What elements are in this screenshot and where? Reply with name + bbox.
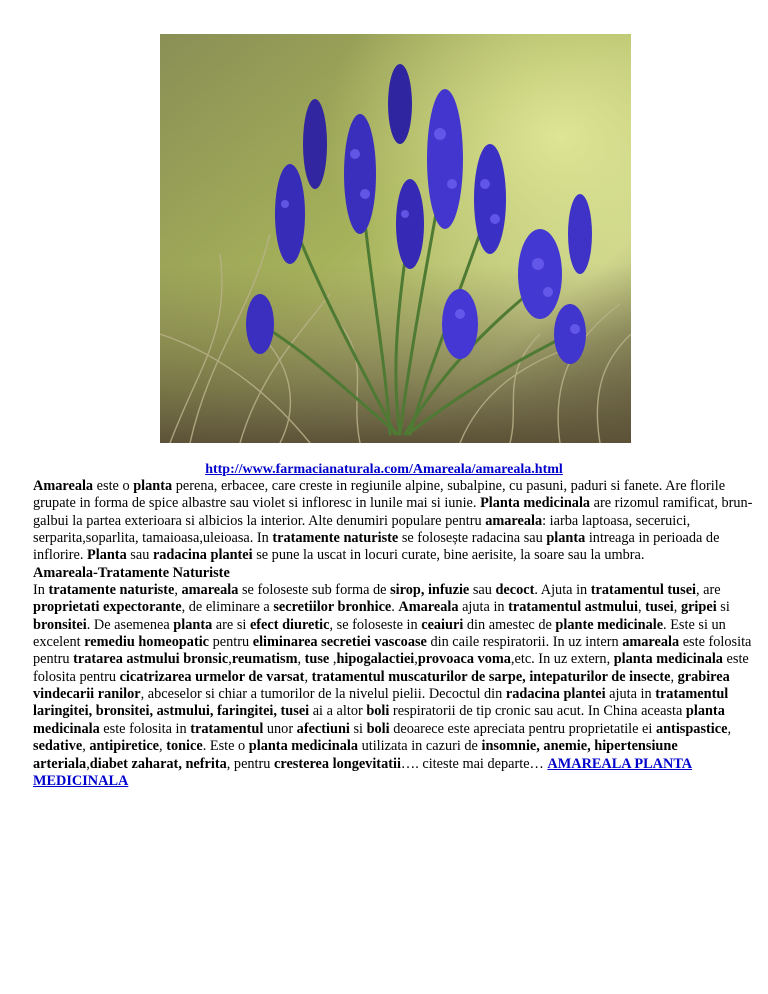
text-run: . Este o — [202, 738, 249, 755]
text-run: este folosita pentru — [33, 651, 749, 685]
bold-term: Amareala — [33, 478, 94, 494]
bold-term: cresterea longevitatii — [274, 755, 401, 772]
text-run: , — [670, 668, 678, 685]
text-run: ,etc. In uz extern, — [510, 651, 614, 668]
text-run: din amestec de — [463, 616, 556, 633]
text-run: , — [673, 599, 681, 616]
bold-term: planta medicinala — [613, 651, 723, 668]
bold-term: Planta medicinala — [480, 495, 591, 512]
text-run: se foloseste sub forma de — [238, 582, 391, 599]
text-run: …. citeste mai departe… — [400, 755, 548, 772]
text-run: , se foloseste in — [329, 616, 422, 633]
bold-term: secretiilor bronhice — [273, 599, 392, 616]
text-run: si — [716, 599, 730, 616]
bold-term: gripei — [680, 599, 717, 616]
text-run: . Este si un excelent — [33, 616, 726, 651]
text-run: , — [86, 755, 90, 772]
text-run: ai a altor — [309, 703, 367, 720]
text-run: , — [159, 738, 167, 755]
text-run: , — [174, 582, 182, 599]
text-run: sau — [126, 547, 153, 564]
bold-term: cicatrizarea urmelor de varsat — [119, 668, 305, 685]
bold-term: amareala — [181, 582, 239, 599]
bold-term: tratamentul — [190, 720, 264, 737]
text-run: , — [329, 651, 337, 668]
bold-term: sirop, infuzie — [390, 582, 470, 599]
text-run: , are — [696, 582, 721, 599]
text-run: , — [297, 651, 305, 668]
text-run: , — [228, 651, 232, 668]
text-run: are si — [212, 616, 250, 633]
text-run: respiratorii de tip cronic sau acut. In China aceasta — [389, 703, 686, 720]
bold-term: insomnie, anemie, hipertensiune arteriala — [33, 738, 678, 772]
text-run: din caile respiratorii. In uz intern — [426, 634, 623, 651]
bold-term: tratamentul astmului — [508, 599, 639, 616]
bold-term: radacina plantei — [505, 686, 606, 703]
text-run: In — [33, 582, 49, 599]
source-link-line — [0, 461, 768, 478]
bold-term: boli — [366, 703, 390, 720]
bold-term: tratamente naturiste — [48, 582, 175, 599]
text-run: perena, erbacee, care creste in regiunile alpine, subalpine, cu pasuni, paduri si fanete. Are florile grupate in forma de spice albastre sau violet si infloresc in lunile mai si iunie. — [33, 478, 726, 512]
bold-term: tratamente naturiste — [272, 530, 399, 547]
bold-term: plante medicinale — [555, 616, 664, 633]
bold-term: planta — [173, 616, 213, 633]
text-run: este o — [93, 478, 134, 494]
article-body — [33, 478, 753, 790]
bold-term: tusei — [645, 599, 674, 616]
bold-term: bronsitei — [33, 616, 87, 633]
amareala-plant-image — [160, 34, 631, 443]
text-run: , — [304, 668, 312, 685]
bold-term: boli — [366, 720, 390, 737]
text-run: , — [414, 651, 418, 668]
bold-term: Planta — [87, 547, 127, 564]
text-run: . Ajuta in — [534, 582, 591, 599]
bold-term: tratamentul tusei — [590, 582, 697, 599]
bold-term: afectiuni — [296, 720, 350, 737]
bold-term: planta medicinala — [248, 738, 359, 755]
bold-term: planta medicinala — [33, 703, 725, 737]
text-run: , — [638, 599, 646, 616]
bold-term: provoaca voma — [417, 651, 511, 668]
bold-term: efect diuretic — [249, 616, 330, 633]
bold-term: remediu homeopatic — [84, 634, 210, 651]
text-run: deoarece este apreciata pentru proprietatile ei — [389, 720, 656, 737]
bold-term: Amareala — [398, 599, 459, 616]
text-run: , de eliminare a — [181, 599, 274, 616]
text-run: si — [349, 720, 367, 737]
text-run: , abceselor si chiar a tumorilor de la nivelul pielii. Decoctul din — [140, 686, 506, 703]
source-url-link[interactable]: http://www.farmacianaturala.com/Amareala/amareala.html — [205, 462, 563, 477]
text-run: este folosita pentru — [33, 634, 752, 668]
text-run: se pune la uscat in locuri curate, bine aerisite, la soare sau la umbra. — [252, 547, 645, 564]
bold-term: ceaiuri — [421, 616, 464, 633]
text-run: este folosita in — [99, 720, 191, 737]
text-run: , — [82, 738, 90, 755]
bold-term: planta — [133, 478, 173, 494]
text-run: . — [391, 599, 399, 616]
text-run: se folosește radacina sau — [398, 530, 547, 547]
bold-term: tratamentul muscaturilor de sarpe, intepaturilor de insecte — [311, 668, 671, 685]
bold-term: planta — [546, 530, 586, 547]
bold-term: amareala — [622, 634, 680, 651]
section-heading: Amareala-Tratamente Naturiste — [33, 564, 230, 581]
text-run: sau — [469, 582, 496, 599]
treatment-paragraph — [33, 582, 753, 790]
bold-term: amareala — [485, 512, 543, 529]
bold-term: tratarea astmului bronsic — [73, 651, 229, 668]
intro-paragraph — [33, 478, 753, 565]
bold-term: antipiretice — [89, 738, 160, 755]
bold-term: tonice — [166, 738, 203, 755]
bold-term: eliminarea secretiei vascoase — [252, 634, 427, 651]
text-run: utilizata in cazuri de — [358, 738, 482, 755]
bold-term: proprietati expectorante — [33, 599, 182, 616]
bold-term: decoct — [495, 582, 535, 599]
bold-term: antispastice — [655, 720, 728, 737]
text-run: : iarba laptoasa, seceruici, serparita,soparlita, tamaioasa,uleioasa. In — [33, 512, 691, 547]
text-run: . De asemenea — [86, 616, 174, 633]
bold-term: sedative — [33, 738, 83, 755]
bold-term: tratamentul laringitei, bronsitei, astmului, faringitei, tusei — [33, 686, 729, 720]
bold-term: diabet zaharat, nefrita — [89, 755, 227, 772]
text-run: pentru — [209, 634, 253, 651]
bold-term: hipogalactiei — [336, 651, 415, 668]
read-more-link[interactable]: AMAREALA PLANTA MEDICINALA — [33, 755, 693, 789]
text-run: are rizomul ramificat, brun-galbui la partea exterioara si albicios la interior. Alte denumiri populare pentru — [33, 495, 753, 529]
bold-term: reumatism — [231, 651, 298, 668]
text-run: ajuta in — [458, 599, 509, 616]
plant-photo — [160, 34, 631, 443]
bold-term: grabirea vindecarii ranilor — [33, 668, 730, 703]
text-run: unor — [263, 720, 297, 737]
bold-term: tuse — [304, 651, 330, 668]
text-run: , pentru — [226, 755, 275, 772]
text-run: , — [727, 720, 732, 737]
text-run: ajuta in — [605, 686, 656, 703]
text-run: intreaga in perioada de inflorire. — [33, 530, 720, 564]
bold-term: radacina plantei — [152, 547, 253, 564]
